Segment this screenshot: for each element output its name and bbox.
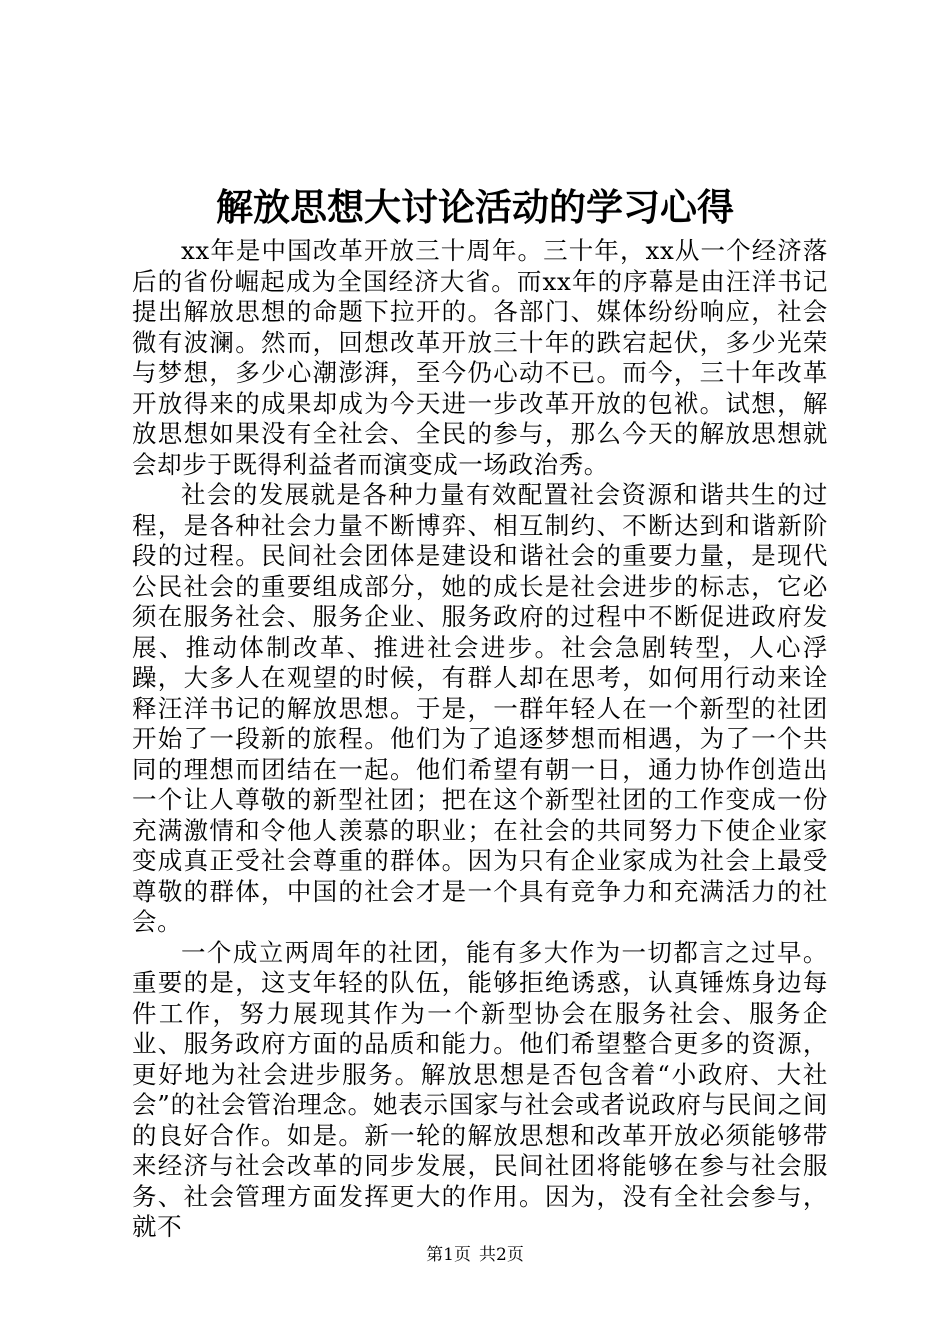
document-title: 解放思想大讨论活动的学习心得	[216, 185, 734, 229]
paragraph: xx年是中国改革开放三十周年。三十年，xx从一个经济落后的省份崛起成为全国经济大省。而xx年的序幕是由汪洋书记提出解放思想的命题下拉开的。各部门、媒体纷纷响应，社会微有波澜。然而，回想改革开放三十年的跌宕起伏，多少光荣与梦想，多少心潮澎湃，至今仍心动不已。而今，三十年改革开放得来的成果却成为今天进一步改革开放的包袱。试想，解放思想如果没有全社会、全民的参与，那么今天的解放思想就会却步于既得利益者而演变成一场政治秀。	[132, 236, 828, 479]
paragraph: 一个成立两周年的社团，能有多大作为一切都言之过早。重要的是，这支年轻的队伍，能够拒绝诱惑，认真锤炼身边每件工作，努力展现其作为一个新型协会在服务社会、服务企业、服务政府方面的品质和能力。他们希望整合更多的资源，更好地为社会进步服务。解放思想是否包含着“小政府、大社会”的社会管治理念。她表示国家与社会或者说政府与民间之间的良好合作。如是。新一轮的解放思想和改革开放必须能够带来经济与社会改革的同步发展，民间社团将能够在参与社会服务、社会管理方面发挥更大的作用。因为，没有全社会参与，就不	[132, 937, 828, 1241]
paragraph: 社会的发展就是各种力量有效配置社会资源和谐共生的过程，是各种社会力量不断博弈、相互制约、不断达到和谐新阶段的过程。民间社会团体是建设和谐社会的重要力量，是现代公民社会的重要组成部分，她的成长是社会进步的标志，它必须在服务社会、服务企业、服务政府的过程中不断促进政府发展、推动体制改革、推进社会进步。社会急剧转型，人心浮躁，大多人在观望的时候，有群人却在思考，如何用行动来诠释汪洋书记的解放思想。于是，一群年轻人在一个新型的社团开始了一段新的旅程。他们为了追逐梦想而相遇，为了一个共同的理想而团结在一起。他们希望有朝一日，通力协作创造出一个让人尊敬的新型社团；把在这个新型社团的工作变成一份充满激情和令他人羡慕的职业；在社会的共同努力下使企业家变成真正受社会尊重的群体。因为只有企业家成为社会上最受尊敬的群体，中国的社会才是一个具有竞争力和充满活力的社会。	[132, 480, 828, 936]
page-number-total: 共2页	[479, 1245, 524, 1265]
page-number-current: 第1页	[426, 1245, 471, 1265]
page-footer	[0, 1243, 950, 1267]
document-body	[132, 236, 828, 1243]
